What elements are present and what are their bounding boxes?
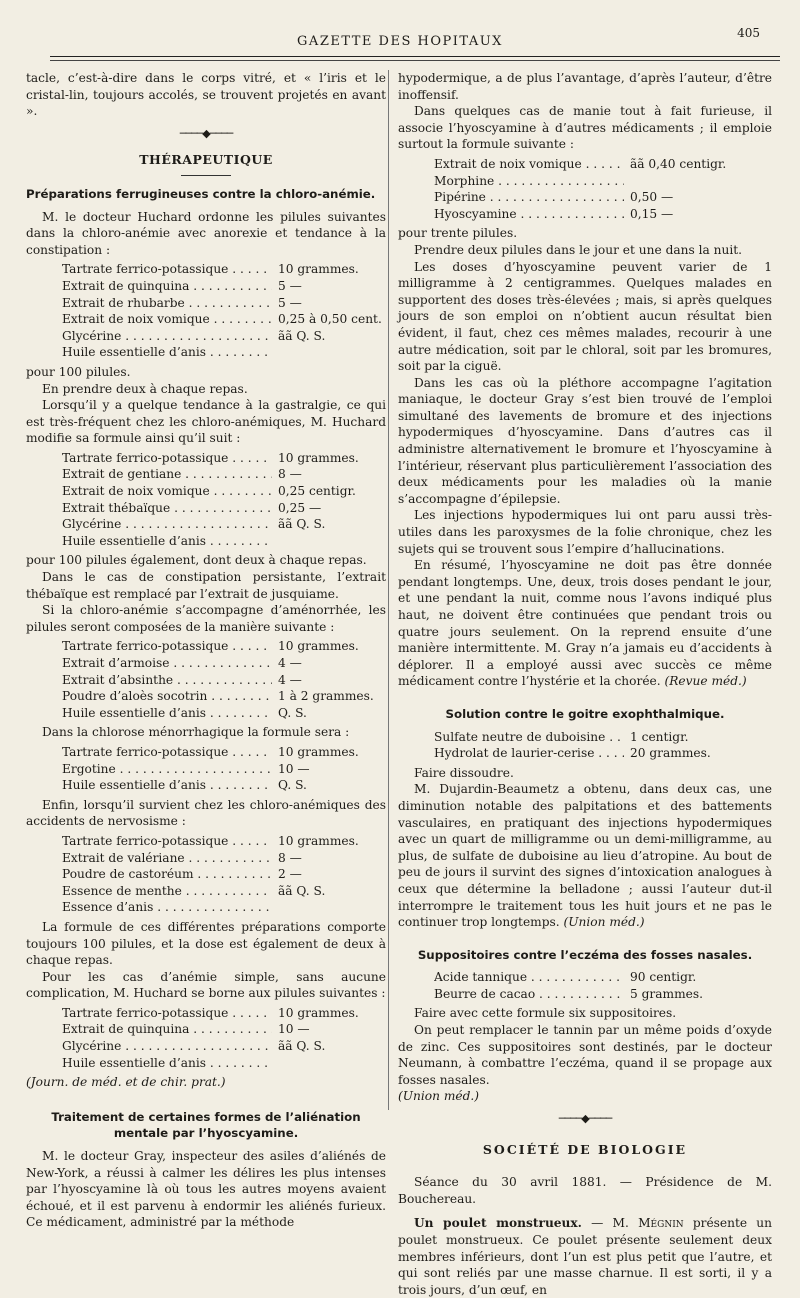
paragraph-text: En résumé, l’hyoscyamine ne doit pas être donnée pendant longtemps. Une, deux, trois doses pendant le jour, et une pendant la nuit, comme nous l’avons indiqué plus haut, ne doivent être continuées que pendant trois ou quatre jours seulement. On la reprend ensuite d’une manière intermittente. M. Gray n’a jamais eu d’accidents à déplorer. Il a employé aussi avec succès ce même médicament contre l’hystérie et la chorée. bbox=[398, 558, 772, 689]
prescription-line bbox=[62, 672, 386, 689]
article-title: Traitement de certaines formes de l’aliénation mentale par l’hyoscyamine. bbox=[51, 1109, 361, 1141]
ingredient-quantity: 8 — bbox=[278, 467, 302, 482]
ingredient-name: Huile essentielle d’anis . . . bbox=[62, 344, 272, 361]
ingredient-name: Tartrate ferrico-potassique . . . bbox=[62, 638, 272, 655]
paragraph: On peut remplacer le tannin par un même poids d’oxyde de zinc. Ces suppositoires sont destinés, par le docteur Neumann, à combattre l’eczéma, quand il se propage aux fosses nasales. bbox=[398, 1023, 772, 1087]
prescription-line bbox=[62, 705, 386, 722]
prescription-line bbox=[62, 1038, 386, 1055]
society-title: SOCIÉTÉ DE BIOLOGIE bbox=[482, 1141, 688, 1157]
ingredient-quantity: Q. S. bbox=[278, 705, 307, 720]
prescription-line bbox=[62, 866, 386, 883]
prescription-line bbox=[62, 311, 386, 328]
ingredient-name: Hyoscyamine . . . bbox=[434, 206, 624, 223]
ingredient-name: Tartrate ferrico-potassique . . . bbox=[62, 450, 272, 467]
prescription bbox=[62, 744, 386, 794]
paragraph: Si la chloro-anémie s’accompagne d’aménorrhée, les pilules seront composées de la manière suivante : bbox=[26, 603, 386, 634]
ingredient-quantity: 10 grammes. bbox=[278, 639, 359, 654]
paragraph-text: présente un poulet monstrueux. Ce poulet présente seulement deux membres inférieurs, dont l’un est plus petit que l’autre, et qui sont reliés par une masse charnue. Il est sorti, il y a trois jours, d’un œuf, en bbox=[398, 1216, 772, 1297]
prescription-line bbox=[62, 638, 386, 655]
ingredient-name: Essence de menthe . . . bbox=[62, 883, 272, 900]
prescription-line bbox=[62, 500, 386, 517]
right-column bbox=[398, 70, 772, 1298]
prescription-line bbox=[62, 744, 386, 761]
ingredient-name: Beurre de cacao . . . bbox=[434, 986, 624, 1003]
section-title: THÉRAPEUTIQUE bbox=[139, 152, 273, 168]
ingredient-name: Ergotine . . . bbox=[62, 761, 272, 778]
ingredient-quantity bbox=[272, 344, 386, 361]
ingredient-name: Tartrate ferrico-potassique . . . bbox=[62, 1005, 272, 1022]
ingredient-name: Extrait de valériane . . . bbox=[62, 850, 272, 867]
ingredient-quantity: ãã Q. S. bbox=[278, 883, 326, 898]
ingredient-quantity: 2 — bbox=[278, 867, 302, 882]
session-line: Séance du 30 avril 1881. — Présidence de M. Bouchereau. bbox=[398, 1175, 772, 1206]
paragraph: Enfin, lorsqu’il survient chez les chloro-anémiques des accidents de nervosisme : bbox=[26, 797, 386, 829]
ingredient-quantity: 0,15 — bbox=[630, 206, 674, 221]
ingredient-name: Pipérine . . . bbox=[434, 189, 624, 206]
ingredient-quantity: ãã Q. S. bbox=[278, 1039, 326, 1054]
ingredient-quantity: ãã Q. S. bbox=[278, 328, 326, 343]
prescription-line bbox=[62, 850, 386, 867]
ingredient-quantity: Q. S. bbox=[278, 778, 307, 793]
prescription-line bbox=[62, 883, 386, 900]
ingredient-name: Extrait d’armoise . . . bbox=[62, 655, 272, 672]
short-rule bbox=[181, 175, 231, 176]
paragraph: pour 100 pilules également, dont deux à chaque repas. bbox=[26, 553, 367, 568]
ingredient-quantity: 20 grammes. bbox=[630, 746, 711, 761]
prescription-line bbox=[62, 777, 386, 794]
ingredient-quantity: 0,25 centigr. bbox=[278, 484, 356, 499]
ingredient-quantity: 0,25 à 0,50 cent. bbox=[278, 312, 382, 327]
prescription bbox=[62, 261, 386, 361]
prescription-line bbox=[434, 156, 772, 173]
prescription-line bbox=[62, 533, 386, 550]
ingredient-quantity: 1 à 2 grammes. bbox=[278, 689, 374, 704]
source-citation: (Revue méd.) bbox=[664, 674, 747, 689]
ingredient-name: Hydrolat de laurier-cerise . . . bbox=[434, 745, 624, 762]
lead-author: — M. Mégnin bbox=[591, 1216, 684, 1231]
ingredient-name: Extrait thébaïque . . . bbox=[62, 500, 272, 517]
ingredient-name: Tartrate ferrico-potassique . . . bbox=[62, 261, 272, 278]
prescription-line bbox=[62, 261, 386, 278]
ornament-divider: ────◆──── bbox=[558, 1112, 612, 1126]
ingredient-name: Essence d’anis . . . bbox=[62, 899, 272, 916]
prescription-line bbox=[62, 1005, 386, 1022]
prescription-line bbox=[62, 450, 386, 467]
prescription-line bbox=[434, 745, 772, 762]
ingredient-name: Glycérine . . . bbox=[62, 1038, 272, 1055]
ingredient-quantity: 0,25 — bbox=[278, 500, 322, 515]
paragraph: Faire dissoudre. bbox=[414, 765, 514, 780]
prescription bbox=[62, 450, 386, 550]
prescription bbox=[434, 729, 772, 762]
article-title: Suppositoires contre l’eczéma des fosses nasales. bbox=[417, 947, 753, 962]
prescription-line bbox=[434, 729, 772, 746]
ingredient-quantity: 10 — bbox=[278, 1022, 310, 1037]
paragraph: Prendre deux pilules dans le jour et une dans la nuit. bbox=[414, 242, 743, 257]
ingredient-name: Extrait de quinquina . . . bbox=[62, 1021, 272, 1038]
ingredient-quantity: 10 grammes. bbox=[278, 262, 359, 277]
ingredient-name: Extrait de noix vomique . . . bbox=[62, 483, 272, 500]
paragraph: La formule de ces différentes préparations comporte toujours 100 pilules, et la dose est également de deux à chaque repas. bbox=[26, 919, 386, 968]
prescription-line bbox=[62, 278, 386, 295]
ingredient-name: Glycérine . . . bbox=[62, 328, 272, 345]
paragraph: Pour les cas d’anémie simple, sans aucune complication, M. Huchard se borne aux pilules suivantes : bbox=[26, 969, 386, 1001]
prescription bbox=[62, 833, 386, 916]
prescription-line bbox=[434, 986, 772, 1003]
ingredient-quantity: 5 — bbox=[278, 295, 302, 310]
ingredient-name: Glycérine . . . bbox=[62, 516, 272, 533]
column-divider bbox=[388, 70, 389, 1110]
ingredient-quantity: 5 — bbox=[278, 278, 302, 293]
page-number: 405 bbox=[737, 26, 760, 40]
paragraph: M. le docteur Gray, inspecteur des asiles d’aliénés de New-York, a réussi à calmer les délires les plus intenses par l’hyoscyamine là où tous les autres moyens avaient échoué, et il est parvenu à endormir les aliénés furieux. Ce médicament, administré par la méthode bbox=[26, 1149, 386, 1230]
ingredient-quantity: 10 grammes. bbox=[278, 1005, 359, 1020]
ingredient-quantity: 10 grammes. bbox=[278, 744, 359, 759]
ingredient-quantity: 1 centigr. bbox=[630, 729, 689, 744]
paragraph: M. le docteur Huchard ordonne les pilules suivantes dans la chloro-anémie avec anorexie et tendance à la constipation : bbox=[26, 209, 386, 257]
intro-paragraph: tacle, c’est-à-dire dans le corps vitré, et « l’iris et le cristal-lin, toujours accolés, se trouvent projetés en avant ». bbox=[26, 71, 386, 119]
prescription-line bbox=[62, 655, 386, 672]
paragraph bbox=[398, 557, 772, 690]
prescription bbox=[434, 156, 772, 222]
journal-title: GAZETTE DES HOPITAUX bbox=[297, 34, 503, 49]
prescription-line bbox=[62, 344, 386, 361]
paragraph: Dans la chlorose ménorrhagique la formule sera : bbox=[42, 725, 350, 740]
prescription bbox=[62, 1005, 386, 1071]
paragraph: pour trente pilules. bbox=[398, 226, 518, 241]
paragraph: Les injections hypodermiques lui ont paru aussi très-utiles dans les paroxysmes de la folie chronique, chez les sujets qui se trouvent sous l’empire d’hallucinations. bbox=[398, 508, 772, 556]
ingredient-name: Poudre de castoréum . . . bbox=[62, 866, 272, 883]
paragraph: hypodermique, a de plus l’avantage, d’après l’auteur, d’être inoffensif. bbox=[398, 71, 772, 102]
paragraph: Les doses d’hyoscyamine peuvent varier de 1 milligramme à 2 centigrammes. Quelques malades en supportent des doses très-élevées ; mais, si après quelques jours de son emploi on n’obtient aucun résultat bien évident, il faut, chez ces mêmes malades, recourir à une autre médication, soit par le chloral, soit par les bromures, soit par la ciguë. bbox=[398, 259, 772, 374]
paragraph: Dans les cas où la pléthore accompagne l’agitation maniaque, le docteur Gray s’est bien trouvé de l’emploi simultané des lavements de bromure et des injections hypodermiques d’hyoscyamine. Dans d’autres cas il administre alternativement le bromure et l’hyoscyamine à l’intérieur, réservant plus particulièrement l’association des deux médicaments pour les maladies où la manie s’accompagne d’épilepsie. bbox=[398, 375, 772, 506]
prescription bbox=[62, 638, 386, 721]
prescription-line bbox=[62, 833, 386, 850]
article-title: Préparations ferrugineuses contre la chloro-anémie. bbox=[26, 186, 376, 201]
ingredient-quantity: ãã 0,40 centigr. bbox=[630, 156, 727, 171]
ingredient-name: Huile essentielle d’anis . . . bbox=[62, 533, 272, 550]
left-column bbox=[26, 70, 386, 1231]
prescription-line bbox=[62, 761, 386, 778]
ingredient-name: Tartrate ferrico-potassique . . . bbox=[62, 744, 272, 761]
paragraph: Dans quelques cas de manie tout à fait furieuse, il associe l’hyoscyamine à d’autres médicaments ; il emploie surtout la formule suivante : bbox=[398, 104, 772, 152]
source-citation: (Journ. de méd. et de chir. prat.) bbox=[26, 1075, 226, 1090]
ingredient-quantity: ãã Q. S. bbox=[278, 517, 326, 532]
ingredient-name: Extrait de noix vomique . . . bbox=[62, 311, 272, 328]
ingredient-quantity: 5 grammes. bbox=[630, 986, 703, 1001]
ingredient-quantity: 10 — bbox=[278, 761, 310, 776]
ingredient-name: Morphine . . . bbox=[434, 173, 624, 190]
ingredient-quantity: 0,50 — bbox=[630, 190, 674, 205]
paragraph-text: M. Dujardin-Beaumetz a obtenu, dans deux cas, une diminution notable des palpitations et des battements vasculaires, en pratiquant des injections hypodermiques avec un quart de milligramme ou un demi-milligramme, au plus, de sulfate de duboisine au lieu d’atropine. Au bout de peu de jours il survint des signes d’intoxication analogues à ceux que détermine la belladone ; aussi l’auteur dut-il interrompre le traitement tous les huit jours et ne pas le continuer trop longtemps. bbox=[398, 782, 772, 930]
paragraph: pour 100 pilules. bbox=[26, 364, 131, 379]
page-header bbox=[20, 26, 780, 54]
prescription-line bbox=[62, 1055, 386, 1072]
prescription-line bbox=[62, 466, 386, 483]
ingredient-quantity bbox=[624, 173, 772, 190]
paragraph bbox=[398, 781, 772, 930]
paragraph: Lorsqu’il y a quelque tendance à la gastralgie, ce qui est très-fréquent chez les chloro-anémiques, M. Huchard modifie sa formule ainsi qu’il suit : bbox=[26, 398, 386, 446]
ingredient-name: Poudre d’aloès socotrin . . . bbox=[62, 688, 272, 705]
ingredient-name: Huile essentielle d’anis . . . bbox=[62, 705, 272, 722]
ingredient-name: Extrait de gentiane . . . bbox=[62, 466, 272, 483]
prescription-line bbox=[62, 899, 386, 916]
ingredient-name: Tartrate ferrico-potassique . . . bbox=[62, 833, 272, 850]
prescription-line bbox=[434, 969, 772, 986]
prescription-line bbox=[62, 295, 386, 312]
ingredient-quantity: 4 — bbox=[278, 656, 302, 670]
prescription bbox=[434, 969, 772, 1002]
prescription-line bbox=[434, 189, 772, 206]
ingredient-quantity: 90 centigr. bbox=[630, 970, 697, 985]
ingredient-quantity bbox=[272, 1055, 386, 1072]
paragraph: Dans le cas de constipation persistante, l’extrait thébaïque est remplacé par l’extrait de jusquiame. bbox=[26, 570, 386, 601]
ingredient-name: Extrait de noix vomique . . . bbox=[434, 156, 624, 173]
source-citation: (Union méd.) bbox=[563, 915, 645, 930]
ingredient-quantity: 8 — bbox=[278, 850, 302, 865]
source-citation: (Union méd.) bbox=[398, 1089, 480, 1104]
paragraph bbox=[398, 1215, 772, 1298]
ingredient-name: Extrait d’absinthe . . . bbox=[62, 672, 272, 689]
header-rule bbox=[50, 56, 780, 57]
ingredient-name: Extrait de rhubarbe . . . bbox=[62, 295, 272, 312]
ingredient-name: Acide tannique . . . bbox=[434, 969, 624, 986]
paragraph: En prendre deux à chaque repas. bbox=[42, 381, 248, 396]
ingredient-quantity bbox=[272, 899, 386, 916]
prescription-line bbox=[62, 1021, 386, 1038]
article-title: Solution contre le goitre exophthalmique. bbox=[445, 706, 725, 721]
prescription-line bbox=[62, 688, 386, 705]
prescription-line bbox=[434, 173, 772, 190]
ingredient-quantity: 10 grammes. bbox=[278, 450, 359, 465]
ornament-divider: ────◆──── bbox=[179, 126, 233, 140]
header-rule-thin bbox=[50, 60, 780, 61]
prescription-line bbox=[62, 328, 386, 345]
lead-title: Un poulet monstrueux. bbox=[414, 1216, 582, 1231]
ingredient-name: Sulfate neutre de duboisine . . . bbox=[434, 729, 624, 746]
ingredient-quantity: 4 — bbox=[278, 672, 302, 687]
ingredient-quantity: 10 grammes. bbox=[278, 833, 359, 848]
paragraph: Faire avec cette formule six suppositoires. bbox=[414, 1006, 677, 1021]
ingredient-name: Huile essentielle d’anis . . . bbox=[62, 1055, 272, 1072]
ingredient-name: Extrait de quinquina . . . bbox=[62, 278, 272, 295]
prescription-line bbox=[62, 483, 386, 500]
prescription-line bbox=[434, 206, 772, 223]
ingredient-name: Huile essentielle d’anis . . . bbox=[62, 777, 272, 794]
prescription-line bbox=[62, 516, 386, 533]
ingredient-quantity bbox=[272, 533, 386, 550]
